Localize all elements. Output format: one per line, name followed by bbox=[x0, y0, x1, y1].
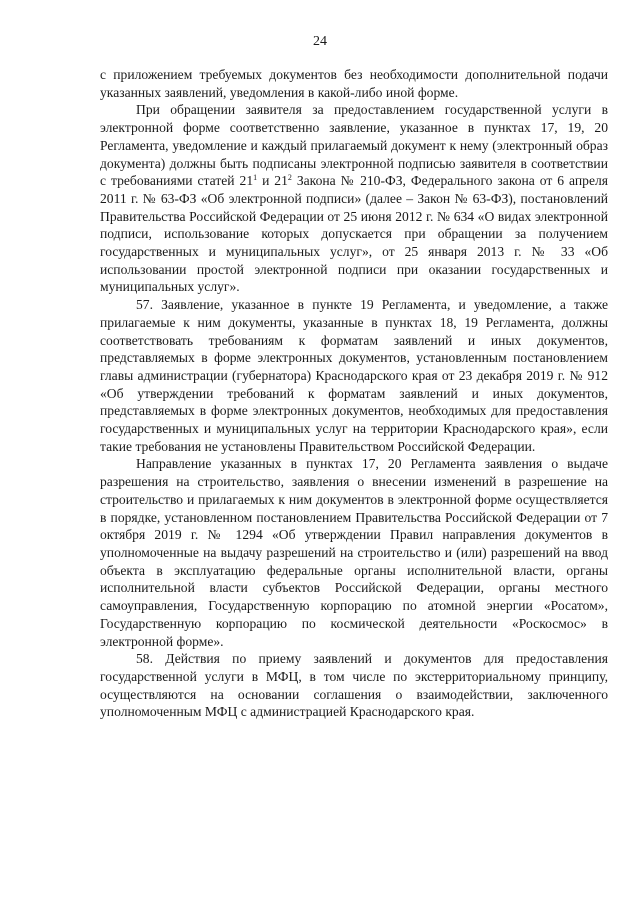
paragraph-text: и 21 bbox=[262, 173, 288, 189]
paragraph-57: 57. Заявление, указанное в пункте 19 Регламента, и уведомление, а также прилагаемые к ним документы, указанные в пунктах 18, 19 Регламента, должны соответствовать требованиям к форматам заявлений и иных документов, представляемых в форме электронных документов, установленным постановлением главы администрации (губернатора) Краснодарского края от 23 декабря 2019 г. № 912 «Об утверждении требований к форматам заявлений и иных документов, представляемых в форме электронных документов, необходимых для предоставления государственных и муниципальных услуг на территории Краснодарского края», если такие требования не установлены Правительством Российской Федерации. bbox=[100, 297, 608, 454]
paragraph-electronic-signature bbox=[100, 101, 608, 296]
paragraph-submission-order: Направление указанных в пунктах 17, 20 Регламента заявления о выдаче разрешения на строительство, заявления о внесении изменений в разрешение на строительство и прилагаемых к ним документов в электронной форме осуществляется в порядке, установленном постановлением Правительства Российской Федерации от 7 октября 2019 г. № 1294 «Об утверждении Правил направления документов в уполномоченные на выдачу разрешений на строительство и (или) разрешений на ввод объекта в эксплуатацию федеральные органы исполнительной власти, органы исполнительной власти субъектов Российской Федерации, органы местного самоуправления, Государственную корпорацию по атомной энергии «Росатом», Государственную корпорацию по космической деятельности «Роскосмос» в электронной форме». bbox=[100, 456, 608, 649]
superscript: 1 bbox=[253, 173, 258, 183]
page-number: 24 bbox=[313, 34, 327, 49]
paragraph-text: При обращении заявителя за предоставлением государственной услуги в электронной форме соответственно заявление, указанное в пунктах 17, 19, 20 Регламента, уведомление и каждый прилагаемый документ к нему (электронный образ документа) должны быть подписаны электронной подписью заявителя в соответствии с требованиями статей 21 bbox=[100, 102, 608, 189]
superscript: 2 bbox=[287, 173, 292, 183]
paragraph-text: Закона № 210-ФЗ, Федерального закона от 6 апреля 2011 г. № 63-ФЗ «Об электронной подписи» (далее – Закон № 63-ФЗ), постановлений Правительства Российской Федерации от 25 июня 2012 г. № 634 «О видах электронной подписи, использование которых допускается при обращении за получением государственных и муниципальных услуг», от 25 января 2013 г. № 33 «Об использовании простой электронной подписи при оказании государственных и муниципальных услуг». bbox=[100, 173, 609, 295]
paragraph-continuation: с приложением требуемых документов без необходимости дополнительной подачи указанных заявлений, уведомления в какой-либо иной форме. bbox=[100, 67, 608, 100]
document-body bbox=[100, 66, 608, 721]
paragraph-58: 58. Действия по приему заявлений и документов для предоставления государственной услуги в МФЦ, в том числе по экстерриториальному принципу, осуществляются на основании соглашения о взаимодействии, заключенного уполномоченным МФЦ с администрацией Краснодарского края. bbox=[100, 651, 608, 720]
